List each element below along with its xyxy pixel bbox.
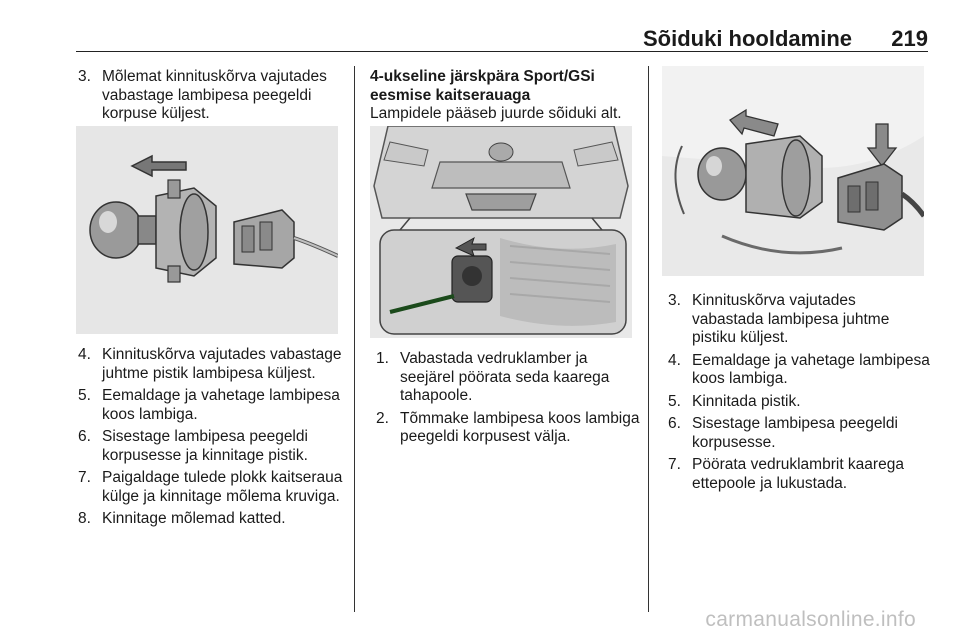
step-number: 6. (78, 428, 91, 445)
list-item (78, 387, 346, 424)
step-number: 2. (376, 409, 389, 427)
step-number: 8. (78, 510, 91, 527)
list-item (668, 292, 930, 348)
list-item (78, 469, 346, 506)
left-column-top-steps (78, 68, 346, 128)
step-number: 7. (668, 456, 681, 473)
step-text: Kinnitada pistik. (692, 392, 801, 410)
section-heading: 4-ukseline järskpära Sport/GSi eesmise kaitserauaga (370, 68, 595, 104)
list-item (78, 510, 346, 529)
right-column-steps (668, 292, 930, 497)
list-item (78, 346, 346, 383)
figure-car-underside (370, 126, 632, 338)
step-text: Sisestage lambipesa peegeldi korpusesse. (692, 415, 898, 451)
header-rule (76, 51, 928, 52)
intro-text: Lampidele pääseb juurde sõiduki alt. (370, 105, 622, 122)
step-number: 5. (668, 392, 681, 410)
step-text: Kinnitage mõlemad katted. (102, 510, 286, 527)
step-text: Tõmmake lambipesa koos lambiga peegeldi korpusest välja. (400, 409, 640, 445)
figure-connector-removal (662, 66, 924, 276)
step-text: Kinnituskõrva vajutades vabastada lambipesa juhtme pistiku küljest. (692, 292, 890, 346)
middle-column-steps (376, 350, 644, 451)
list-item (78, 68, 346, 124)
figure-lamp-holder-removal (76, 126, 338, 334)
step-text: Eemaldage ja vahetage lambipesa koos lambiga. (102, 387, 340, 423)
step-text: Pöörata vedruklambrit kaarega ettepoole ja lukustada. (692, 456, 904, 492)
watermark: carmanualsonline.info (705, 608, 916, 631)
list-item (668, 415, 930, 452)
step-text: Vabastada vedruklamber ja seejärel pöörata seda kaarega tahapoole. (400, 350, 610, 404)
step-text: Kinnituskõrva vajutades vabastage juhtme pistik lambipesa küljest. (102, 346, 342, 382)
step-number: 5. (78, 387, 91, 404)
column-divider-right (648, 66, 649, 612)
step-number: 6. (668, 415, 681, 432)
list-item (78, 428, 346, 465)
step-number: 4. (78, 346, 91, 363)
page-number: 219 (891, 26, 928, 51)
step-text: Sisestage lambipesa peegeldi korpusesse ja kinnitage pistik. (102, 428, 308, 464)
page-header (76, 24, 928, 52)
lamp-holder-illustration (76, 126, 338, 334)
section-title: Sõiduki hooldamine (642, 26, 852, 51)
list-item (668, 393, 930, 412)
car-front-illustration (370, 126, 632, 338)
step-number: 1. (376, 350, 389, 367)
list-item (668, 352, 930, 389)
step-text: Paigaldage tulede plokk kaitseraua külge ja kinnitage mõlema kruviga. (102, 469, 343, 505)
step-number: 7. (78, 469, 91, 486)
step-number: 3. (78, 68, 91, 85)
step-number: 3. (668, 292, 681, 309)
step-text: Eemaldage ja vahetage lambipesa koos lambiga. (692, 351, 930, 387)
step-text: Mõlemat kinnituskõrva vajutades vabastage lambipesa peegeldi korpuse küljest. (102, 68, 327, 122)
left-column-bottom-steps (78, 346, 346, 533)
list-item (668, 456, 930, 493)
list-item (376, 350, 644, 406)
list-item (376, 410, 644, 447)
connector-illustration (662, 66, 924, 276)
step-number: 4. (668, 351, 681, 369)
middle-column-intro (370, 68, 640, 124)
column-divider-left (354, 66, 355, 612)
